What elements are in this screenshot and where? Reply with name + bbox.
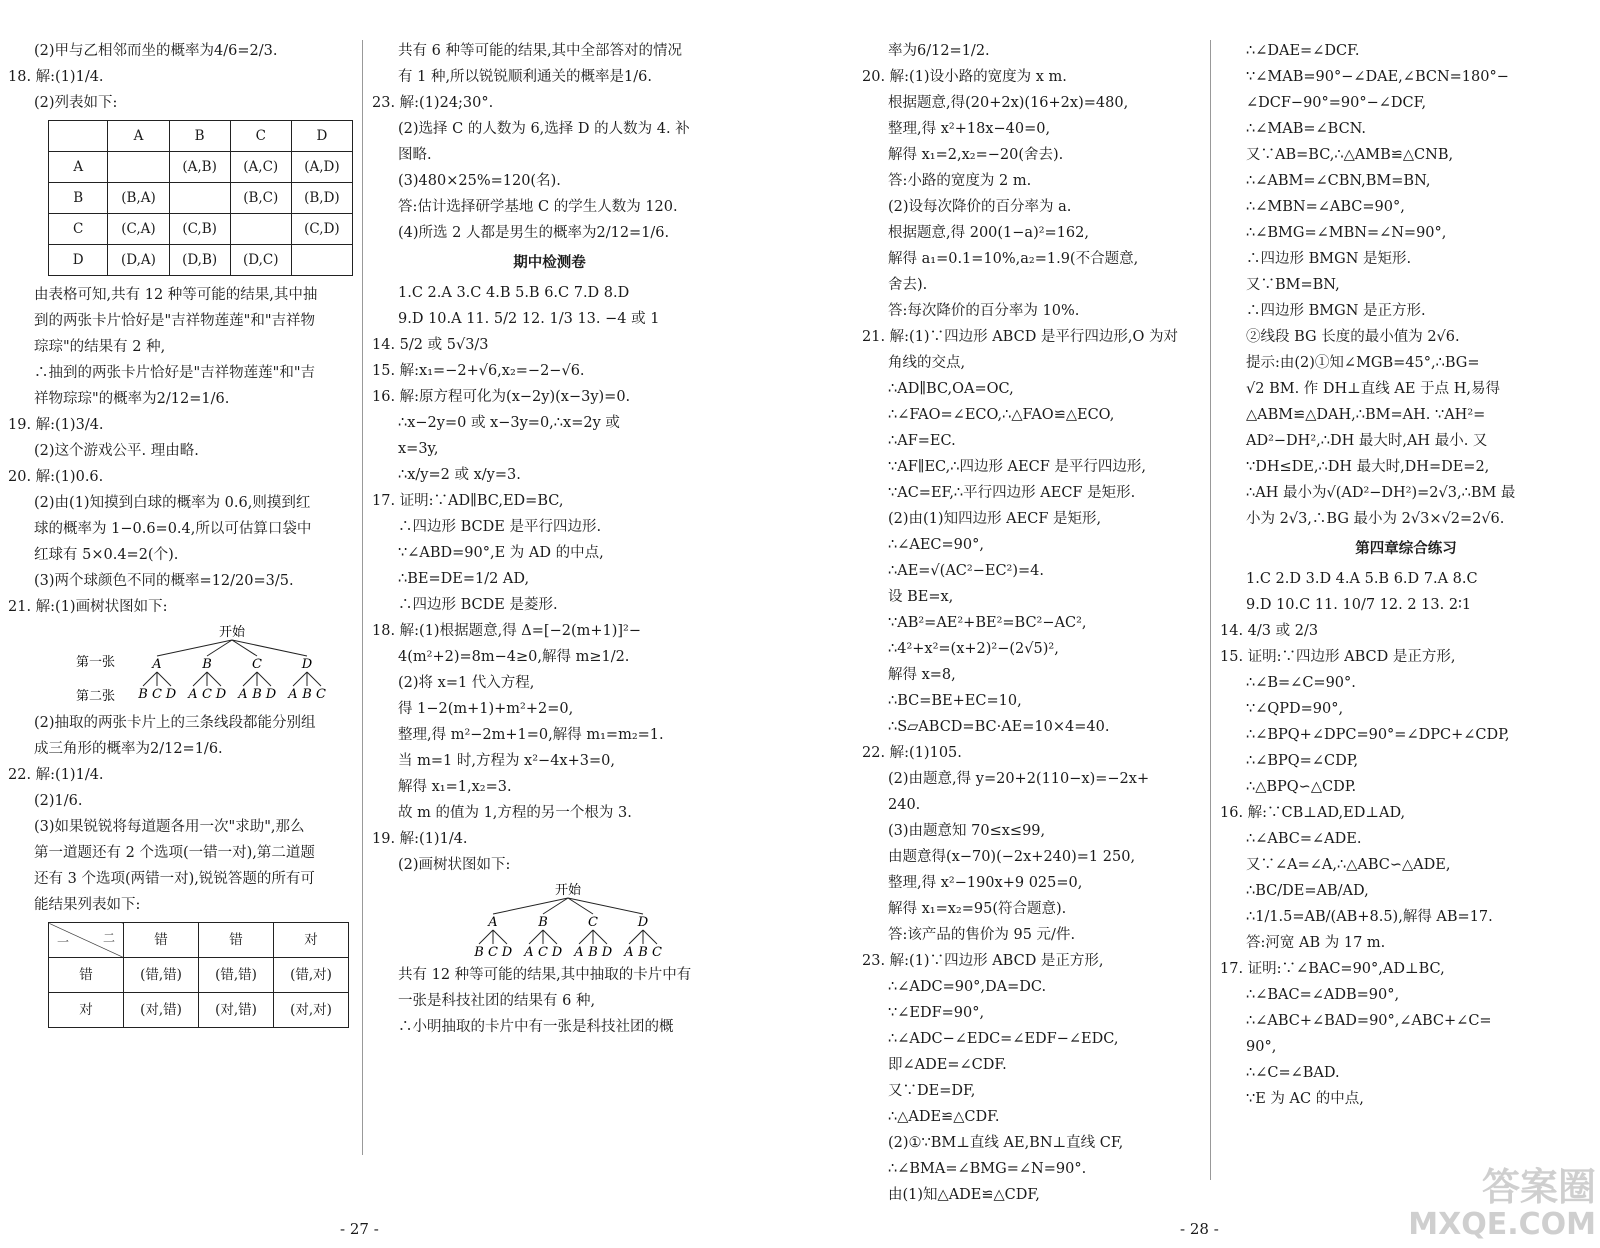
answer-line: ∠DCF−90°=90°−∠DCF,	[1246, 95, 1427, 111]
answer-line: 由题意得(x−70)(−2x+240)=1 250,	[888, 849, 1136, 865]
table-cell: D	[49, 245, 108, 276]
table-corner-cell	[49, 923, 124, 958]
answer-line: ∵AC=EF,∴平行四边形 AECF 是矩形.	[888, 485, 1136, 501]
table-cell	[291, 245, 352, 276]
tree-leaf: B	[638, 945, 648, 960]
text-block	[8, 38, 353, 116]
answer-line: 解得 x₁=2,x₂=−20(舍去).	[888, 147, 1064, 163]
answer-line: ∴∠B=∠C=90°.	[1246, 675, 1356, 691]
tree-leaf: C	[316, 687, 326, 702]
answer-line: (4)所选 2 人都是男生的概率为2/12=1/6.	[398, 225, 670, 241]
text-block	[8, 710, 353, 918]
answer-line: 1.C 2.A 3.C 4.B 5.B 6.C 7.D 8.D	[398, 285, 630, 301]
answer-line: ∴△BPQ∽△CDP.	[1246, 779, 1357, 795]
answer-line: 解得 x=8,	[888, 667, 956, 683]
tree-branch	[157, 640, 232, 656]
tree-leaf: D	[215, 687, 227, 702]
answer-line: 还有 3 个选项(两错一对),锐锐答题的所有可	[34, 871, 315, 887]
answer-line: 14. 5/2 或 5√3/3	[372, 337, 489, 353]
answer-line: 解得 x₁=x₂=95(符合题意).	[888, 901, 1067, 917]
answer-line: 小为 2√3,∴BG 最小为 2√3×√2=2√6.	[1246, 511, 1505, 527]
answer-line: (2)甲与乙相邻而坐的概率为4/6=2/3.	[34, 43, 278, 59]
tree-leaf: A	[624, 945, 634, 960]
answer-line: 20. 解:(1)0.6.	[8, 469, 104, 485]
answer-line: 由表格可知,共有 12 种等可能的结果,其中抽	[34, 287, 318, 303]
answer-line: ∵∠MAB=90°−∠DAE,∠BCN=180°−	[1246, 69, 1509, 85]
tree-branch	[629, 930, 643, 944]
table-header-cell: B	[169, 121, 230, 152]
answer-line: 又∵BM=BN,	[1246, 277, 1340, 293]
answer-line: ∴∠BMA=∠BMG=∠N=90°.	[888, 1161, 1087, 1177]
tree-root-label: 开始	[218, 625, 246, 640]
answer-line: 17. 证明:∵AD∥BC,ED=BC,	[372, 493, 564, 509]
answer-line: ∴∠FAO=∠ECO,∴△FAO≌△ECO,	[888, 407, 1115, 423]
answer-line: ∴BC/DE=AB/AD,	[1246, 883, 1369, 899]
answer-line: ∵∠EDF=90°,	[888, 1005, 985, 1021]
table-cell: (错,错)	[124, 958, 199, 993]
answer-column-2	[372, 38, 727, 1040]
answer-line: ∴x−2y=0 或 x−3y=0,∴x=2y 或	[398, 415, 620, 431]
answer-line: (3)由题意知 70≤x≤99,	[888, 823, 1046, 839]
answer-line: 17. 证明:∵∠BAC=90°,AD⊥BC,	[1220, 961, 1445, 977]
answer-line: ∴S▱ABCD=BC·AE=10×4=40.	[888, 719, 1110, 735]
answer-line: 90°,	[1246, 1039, 1277, 1055]
answer-line: 答:小路的宽度为 2 m.	[888, 173, 1032, 189]
answer-line: 设 BE=x,	[888, 589, 954, 605]
answer-line: 解得 a₁=0.1=10%,a₂=1.9(不合题意,	[888, 251, 1139, 267]
tree-leaf: A	[188, 687, 198, 702]
answer-line: ∴BE=DE=1/2 AD,	[398, 571, 530, 587]
tree-leaf: C	[202, 687, 212, 702]
column-divider-right	[1210, 40, 1211, 1180]
table-row	[49, 152, 353, 183]
column-divider-left	[362, 40, 363, 1155]
answer-line: ∴∠ADC=90°,DA=DC.	[888, 979, 1047, 995]
answer-line: 答:河宽 AB 为 17 m.	[1246, 935, 1386, 951]
tree-node: C	[588, 915, 598, 930]
answer-line: ∴BC=BE+EC=10,	[888, 693, 1022, 709]
tree-branch	[243, 672, 257, 686]
answer-line: 红球有 5×0.4=2(个).	[34, 547, 179, 563]
answer-line: 答:每次降价的百分率为 10%.	[888, 303, 1080, 319]
page-number-right: - 28 -	[1180, 1220, 1219, 1238]
answer-column-3	[862, 38, 1202, 1208]
answer-line: ②线段 BG 长度的最小值为 2√6.	[1246, 329, 1460, 345]
answer-line: 23. 解:(1)∵四边形 ABCD 是正方形,	[862, 953, 1104, 969]
tree-leaf: A	[574, 945, 584, 960]
tree-leaf: D	[501, 945, 513, 960]
answer-line: (2)列表如下:	[34, 95, 118, 111]
answer-line: 故 m 的值为 1,方程的另一个根为 3.	[398, 805, 632, 821]
answer-line: (2)由(1)知四边形 AECF 是矩形,	[888, 511, 1102, 527]
answer-line: AD²−DH²,∴DH 最大时,AH 最小. 又	[1246, 433, 1488, 449]
tree-branch	[157, 672, 171, 686]
answer-line: 答:该产品的售价为 95 元/件.	[888, 927, 1076, 943]
answer-line: ∴∠BPQ+∠DPC=90°=∠DPC+∠CDP,	[1246, 727, 1510, 743]
answer-line: (2)选择 C 的人数为 6,选择 D 的人数为 4. 补	[398, 121, 690, 137]
answer-line: 球的概率为 1−0.6=0.4,所以可估算口袋中	[34, 521, 312, 537]
table-cell: (对,错)	[124, 993, 199, 1028]
answer-line: 根据题意,得 200(1−a)²=162,	[888, 225, 1089, 241]
answer-line: 18. 解:(1)根据题意,得 Δ=[−2(m+1)]²−	[372, 623, 642, 639]
answer-line: ∴∠BPQ=∠CDP,	[1246, 753, 1359, 769]
answer-line: 琮琮"的结果有 2 种,	[34, 339, 166, 355]
tree-node: A	[152, 657, 162, 672]
tree-branch	[307, 672, 321, 686]
answer-line: 9.D 10.A 11. 5/2 12. 1/3 13. −4 或 1	[398, 311, 660, 327]
answer-line: 成三角形的概率为2/12=1/6.	[34, 741, 223, 757]
tree-leaf: A	[524, 945, 534, 960]
answer-line: x=3y,	[398, 441, 439, 457]
tree-leaf: D	[165, 687, 177, 702]
answer-line: 16. 解:∵CB⊥AD,ED⊥AD,	[1220, 805, 1406, 821]
answer-line: 1.C 2.D 3.D 4.A 5.B 6.D 7.A 8.C	[1246, 571, 1478, 587]
answer-line: 到的两张卡片恰好是"吉祥物莲莲"和"吉祥物	[34, 313, 316, 329]
answer-line: 角线的交点,	[888, 355, 966, 371]
text-block	[372, 38, 727, 246]
tree-node: B	[202, 657, 212, 672]
outcome-table-right-wrong	[48, 922, 349, 1028]
answer-line: ∵∠QPD=90°,	[1246, 701, 1344, 717]
table-row	[49, 958, 349, 993]
table-cell: A	[49, 152, 108, 183]
tree-branch	[579, 930, 593, 944]
tree-leaf: B	[588, 945, 598, 960]
tree-leaf: B	[252, 687, 262, 702]
page-number-left: - 27 -	[340, 1220, 379, 1238]
answer-line: 第一道题还有 2 个选项(一错一对),第二道题	[34, 845, 315, 861]
tree-leaf: A	[238, 687, 248, 702]
answer-line: ∵DH≤DE,∴DH 最大时,DH=DE=2,	[1246, 459, 1490, 475]
tree-branch	[479, 930, 493, 944]
tree-branch	[143, 672, 157, 686]
tree-leaf: D	[265, 687, 277, 702]
answer-line: ∵AF∥EC,∴四边形 AECF 是平行四边形,	[888, 459, 1146, 475]
answer-line: ∴AD∥BC,OA=OC,	[888, 381, 1014, 397]
answer-line: (2)①∵BM⊥直线 AE,BN⊥直线 CF,	[888, 1135, 1124, 1151]
answer-line: 整理,得 x²−190x+9 025=0,	[888, 875, 1083, 891]
tree-branch	[568, 898, 643, 914]
tree-branch	[643, 930, 657, 944]
answer-line: 即∠ADE=∠CDF.	[888, 1057, 1007, 1073]
answer-line: ∴小明抽取的卡片中有一张是科技社团的概	[398, 1019, 674, 1035]
answer-line: (2)1/6.	[34, 793, 83, 809]
table-cell	[169, 183, 230, 214]
answer-line: 22. 解:(1)1/4.	[8, 767, 104, 783]
watermark-text: 答案圈	[1481, 1165, 1596, 1209]
answer-line: 一张是科技社团的结果有 6 种,	[398, 993, 596, 1009]
text-block	[1220, 38, 1592, 532]
table-cell: (B,D)	[291, 183, 352, 214]
table-cell: (对,对)	[274, 993, 349, 1028]
table-cell: (D,B)	[169, 245, 230, 276]
answer-line: 图略.	[398, 147, 432, 163]
answer-line: ∵AB²=AE²+BE²=BC²−AC²,	[888, 615, 1087, 631]
answer-line: 9.D 10.C 11. 10/7 12. 2 13. 2∶1	[1246, 597, 1472, 613]
answer-line: 22. 解:(1)105.	[862, 745, 962, 761]
table-cell: (D,A)	[108, 245, 169, 276]
answer-line: ∴∠AEC=90°,	[888, 537, 984, 553]
table-header-cell: D	[291, 121, 352, 152]
answer-line: 舍去).	[888, 277, 928, 293]
answer-line: 当 m=1 时,方程为 x²−4x+3=0,	[398, 753, 615, 769]
answer-line: 答:估计选择研学基地 C 的学生人数为 120.	[398, 199, 678, 215]
answer-column-1	[8, 38, 353, 1034]
answer-line: 根据题意,得(20+2x)(16+2x)=480,	[888, 95, 1129, 111]
tree-diagram-2	[372, 880, 722, 960]
tree-node: A	[488, 915, 498, 930]
answer-line: ∴∠ABC+∠BAD=90°,∠ABC+∠C=	[1246, 1013, 1492, 1029]
answer-line: ∴1/1.5=AB/(AB+8.5),解得 AB=17.	[1246, 909, 1493, 925]
tree-branch	[232, 640, 307, 656]
answer-line: (2)将 x=1 代入方程,	[398, 675, 535, 691]
corner-label-top: 二	[102, 931, 115, 945]
answer-line: ∴x/y=2 或 x/y=3.	[398, 467, 521, 483]
answer-line: 19. 解:(1)1/4.	[372, 831, 468, 847]
section-heading-chapter4: 第四章综合练习	[1355, 540, 1457, 557]
tree-branch	[293, 672, 307, 686]
answer-line: ∴∠ADC−∠EDC=∠EDF−∠EDC,	[888, 1031, 1119, 1047]
tree-branch	[543, 930, 557, 944]
answer-line: 21. 解:(1)∵四边形 ABCD 是平行四边形,O 为对	[862, 329, 1179, 345]
answer-line: (2)抽取的两张卡片上的三条线段都能分别组	[34, 715, 316, 731]
answer-line: (3)如果锐锐将每道题各用一次"求助",那么	[34, 819, 305, 835]
table-cell: (A,C)	[230, 152, 291, 183]
answer-line: 16. 解:原方程可化为(x−2y)(x−3y)=0.	[372, 389, 631, 405]
tree-leaf: C	[538, 945, 548, 960]
answer-line: ∴∠MAB=∠BCN.	[1246, 121, 1367, 137]
answer-line: ∴△ADE≌△CDF.	[888, 1109, 1000, 1125]
tree-leaf: B	[138, 687, 148, 702]
answer-line: 解得 x₁=1,x₂=3.	[398, 779, 512, 795]
answer-line: ∴∠ABC=∠ADE.	[1246, 831, 1362, 847]
answer-line: 共有 12 种等可能的结果,其中抽取的卡片中有	[398, 967, 692, 983]
answer-line: ∴四边形 BCDE 是菱形.	[398, 597, 558, 613]
answer-line: 祥物琮琮"的概率为2/12=1/6.	[34, 391, 230, 407]
table-cell: (对,错)	[199, 993, 274, 1028]
answer-line: (2)设每次降价的百分率为 a.	[888, 199, 1072, 215]
tree-level-label: 第二张	[76, 689, 116, 704]
answer-line: (2)由(1)知摸到白球的概率为 0.6,则摸到红	[34, 495, 311, 511]
section-heading-midterm: 期中检测卷	[513, 254, 586, 271]
corner-label-bottom: 一	[57, 935, 70, 949]
table-cell: (错,对)	[274, 958, 349, 993]
table-cell: (B,C)	[230, 183, 291, 214]
answer-line: √2 BM. 作 DH⊥直线 AE 于点 H,易得	[1246, 381, 1500, 397]
text-block	[8, 282, 353, 620]
tree-leaf: C	[652, 945, 662, 960]
answer-line: 能结果列表如下:	[34, 897, 141, 913]
tree-branch	[257, 672, 271, 686]
watermark-logo	[1408, 1165, 1596, 1244]
table-header-cell: 对	[274, 923, 349, 958]
table-cell: 对	[49, 993, 124, 1028]
table-row	[49, 183, 353, 214]
watermark-url: MXQE.COM	[1408, 1207, 1596, 1242]
answer-line: ∴AF=EC.	[888, 433, 956, 449]
table-header-cell: 错	[124, 923, 199, 958]
answer-line: ∴四边形 BMGN 是矩形.	[1246, 251, 1412, 267]
text-block	[1220, 566, 1592, 1112]
answer-line: 率为6/12=1/2.	[888, 43, 990, 59]
answer-column-4	[1220, 38, 1592, 1112]
answer-line: 共有 6 种等可能的结果,其中全部答对的情况	[398, 43, 683, 59]
answer-line: ∵E 为 AC 的中点,	[1246, 1091, 1364, 1107]
answer-line: 整理,得 x²+18x−40=0,	[888, 121, 1051, 137]
tree-node: D	[637, 915, 649, 930]
text-block	[372, 962, 727, 1040]
answer-line: ∴∠ABM=∠CBN,BM=BN,	[1246, 173, 1431, 189]
answer-line: 由(1)知△ADE≌△CDF,	[888, 1187, 1040, 1203]
table-header-cell: C	[230, 121, 291, 152]
tree-leaf: C	[488, 945, 498, 960]
answer-line: (2)画树状图如下:	[398, 857, 511, 873]
answer-line: 提示:由(2)①知∠MGB=45°,∴BG=	[1246, 355, 1480, 371]
answer-line: 又∵∠A=∠A,∴△ABC∽△ADE,	[1246, 857, 1451, 873]
tree-root-label: 开始	[554, 883, 582, 898]
answer-line: 20. 解:(1)设小路的宽度为 x m.	[862, 69, 1067, 85]
answer-line: ∵∠ABD=90°,E 为 AD 的中点,	[398, 545, 604, 561]
answer-line: 整理,得 m²−2m+1=0,解得 m₁=m₂=1.	[398, 727, 664, 743]
answer-line: ∴AH 最小为√(AD²−DH²)=2√3,∴BM 最	[1246, 485, 1516, 501]
table-cell: B	[49, 183, 108, 214]
tree-leaf: A	[288, 687, 298, 702]
answer-line: △ABM≌△DAH,∴BM=AH. ∵AH²=	[1246, 407, 1486, 423]
tree-branch	[529, 930, 543, 944]
answer-line: (3)480×25%=120(名).	[398, 173, 561, 189]
answer-line: ∴∠BAC=∠ADB=90°,	[1246, 987, 1400, 1003]
table-cell	[230, 214, 291, 245]
answer-line: 15. 证明:∵四边形 ABCD 是正方形,	[1220, 649, 1456, 665]
answer-line: 4(m²+2)=8m−4≥0,解得 m≥1/2.	[398, 649, 630, 665]
answer-line: (2)由题意,得 y=20+2(110−x)=−2x+	[888, 771, 1150, 787]
answer-line: (3)两个球颜色不同的概率=12/20=3/5.	[34, 573, 294, 589]
tree-leaf: B	[302, 687, 312, 702]
answer-line: 有 1 种,所以锐锐顺利通关的概率是1/6.	[398, 69, 652, 85]
tree-leaf: D	[601, 945, 613, 960]
answer-line: 15. 解:x₁=−2+√6,x₂=−2−√6.	[372, 363, 585, 379]
table-row	[49, 214, 353, 245]
table-cell: (B,A)	[108, 183, 169, 214]
table-header-cell: A	[108, 121, 169, 152]
table-cell: (D,C)	[230, 245, 291, 276]
answer-line: 240.	[888, 797, 921, 813]
table-cell: (C,B)	[169, 214, 230, 245]
table-cell: C	[49, 214, 108, 245]
tree-node: C	[252, 657, 262, 672]
answer-line: ∴∠DAE=∠DCF.	[1246, 43, 1360, 59]
answer-line: 18. 解:(1)1/4.	[8, 69, 104, 85]
text-block	[372, 280, 727, 878]
answer-line: ∴∠MBN=∠ABC=90°,	[1246, 199, 1405, 215]
answer-line: ∴四边形 BCDE 是平行四边形.	[398, 519, 602, 535]
tree-node: D	[301, 657, 313, 672]
answer-line: 21. 解:(1)画树状图如下:	[8, 599, 168, 615]
table-cell: (A,D)	[291, 152, 352, 183]
tree-leaf: C	[152, 687, 162, 702]
text-block	[862, 38, 1202, 1208]
tree-diagram-1	[8, 622, 348, 708]
tree-leaf: B	[474, 945, 484, 960]
answer-line: ∴4²+x²=(x+2)²−(2√5)²,	[888, 641, 1059, 657]
answer-line: ∴∠C=∠BAD.	[1246, 1065, 1340, 1081]
answer-line: 又∵DE=DF,	[888, 1083, 976, 1099]
answer-line: 23. 解:(1)24;30°.	[372, 95, 494, 111]
table-row	[49, 993, 349, 1028]
answer-line: ∴四边形 BMGN 是正方形.	[1246, 303, 1426, 319]
tree-level-label: 第一张	[76, 655, 116, 670]
tree-branch	[207, 672, 221, 686]
answer-line: ∴抽到的两张卡片恰好是"吉祥物莲莲"和"吉	[34, 365, 316, 381]
answer-line: 又∵AB=BC,∴△AMB≌△CNB,	[1246, 147, 1454, 163]
answer-line: 19. 解:(1)3/4.	[8, 417, 104, 433]
table-header-cell	[49, 121, 108, 152]
answer-line: 14. 4/3 或 2/3	[1220, 623, 1319, 639]
table-cell	[108, 152, 169, 183]
table-cell: (C,D)	[291, 214, 352, 245]
tree-branch	[593, 930, 607, 944]
table-cell: 错	[49, 958, 124, 993]
answer-line: 得 1−2(m+1)+m²+2=0,	[398, 701, 574, 717]
tree-branch	[493, 930, 507, 944]
answer-line: ∴∠BMG=∠MBN=∠N=90°,	[1246, 225, 1447, 241]
tree-branch	[193, 672, 207, 686]
tree-leaf: D	[551, 945, 563, 960]
table-cell: (错,错)	[199, 958, 274, 993]
outcome-table-abcd	[48, 120, 353, 276]
table-row	[49, 245, 353, 276]
table-header-cell: 错	[199, 923, 274, 958]
table-cell: (C,A)	[108, 214, 169, 245]
tree-node: B	[538, 915, 548, 930]
answer-line: ∴AE=√(AC²−EC²)=4.	[888, 563, 1044, 579]
tree-branch	[493, 898, 568, 914]
answer-line: (2)这个游戏公平. 理由略.	[34, 443, 199, 459]
table-cell: (A,B)	[169, 152, 230, 183]
